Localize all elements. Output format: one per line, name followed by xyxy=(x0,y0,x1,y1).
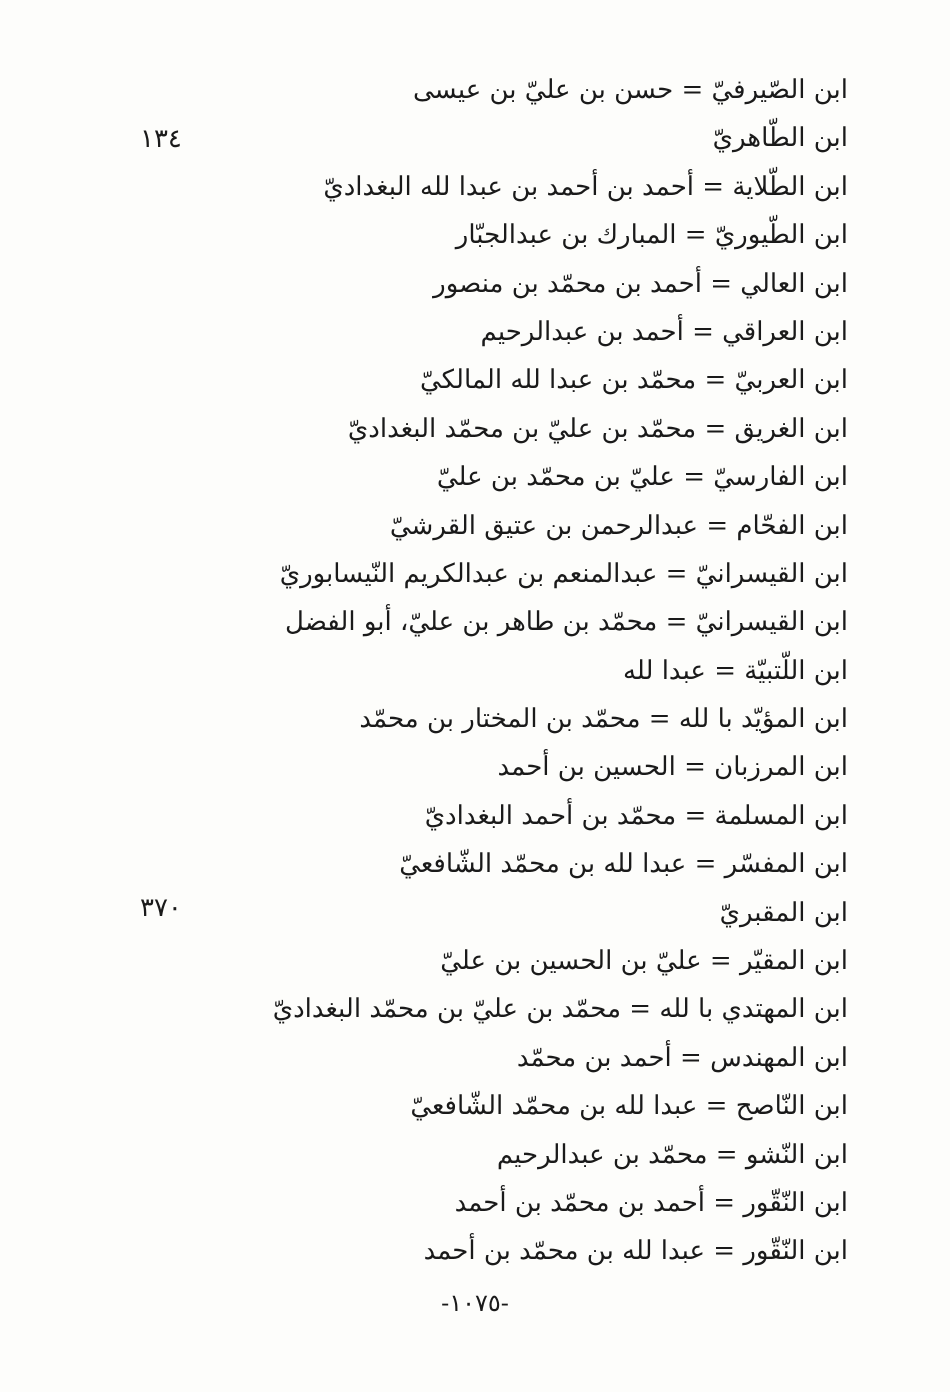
index-entry: ابن الطّيوريّ = المبارك بن عبدالجبّار xyxy=(455,220,848,251)
index-entry: ابن القيسرانيّ = محمّد بن طاهر بن عليّ، أبو الفضل xyxy=(285,607,848,638)
index-entry: ابن المؤيّد با لله = محمّد بن المختار بن محمّد xyxy=(359,704,848,735)
index-entry: ابن العربيّ = محمّد بن عبدا لله المالكيّ xyxy=(420,365,848,396)
index-entry: ابن النّشو = محمّد بن عبدالرحيم xyxy=(496,1139,848,1170)
index-entry: ابن المفسّر = عبدا لله بن محمّد الشّافعيّ xyxy=(399,849,848,880)
index-entry: ابن الفارسيّ = عليّ بن محمّد بن عليّ xyxy=(436,462,848,493)
page-number: -١٠٧٥- xyxy=(441,1289,509,1317)
index-entry: ابن المرزبان = الحسين بن أحمد xyxy=(497,752,848,783)
index-entry: ابن الغريق = محمّد بن عليّ بن محمّد البغداديّ xyxy=(347,413,848,444)
index-entry: ابن المقيّر = عليّ بن الحسين بن عليّ xyxy=(440,946,848,977)
index-entry: ابن الفحّام = عبدالرحمن بن عتيق القرشيّ xyxy=(389,510,848,541)
index-entry: ابن العالي = أحمد بن محمّد بن منصور xyxy=(433,268,848,299)
index-entry: ابن القيسرانيّ = عبدالمنعم بن عبدالكريم النّيسابوريّ xyxy=(279,558,848,589)
index-entry: ابن الطّاهريّ xyxy=(712,123,848,154)
index-entry: ابن اللّتبيّة = عبدا لله xyxy=(622,655,848,686)
index-entry: ابن المسلمة = محمّد بن أحمد البغداديّ xyxy=(424,800,848,831)
index-entry: ابن النّاصح = عبدا لله بن محمّد الشّافعيّ xyxy=(410,1091,848,1122)
index-entry: ابن المهتدي با لله = محمّد بن عليّ بن محمّد البغداديّ xyxy=(272,994,848,1025)
index-entry: ابن الطّلاية = أحمد بن أحمد بن عبدا لله البغداديّ xyxy=(323,171,848,202)
index-entry: ابن الصّيرفيّ = حسن بن عليّ بن عيسى xyxy=(412,75,848,105)
index-entry: ابن المقبريّ xyxy=(719,897,848,928)
margin-page-ref: ٣٧٠ xyxy=(140,893,182,923)
index-entries xyxy=(228,66,848,1276)
index-entry: ابن المهندس = أحمد بن محمّد xyxy=(516,1042,848,1073)
index-entry: ابن النّقّور = عبدا لله بن محمّد بن أحمد xyxy=(423,1236,848,1267)
margin-page-ref: ١٣٤ xyxy=(140,124,182,154)
index-entry: ابن العراقي = أحمد بن عبدالرحيم xyxy=(480,316,848,347)
index-entry: ابن النّقّور = أحمد بن محمّد بن أحمد xyxy=(454,1187,848,1218)
